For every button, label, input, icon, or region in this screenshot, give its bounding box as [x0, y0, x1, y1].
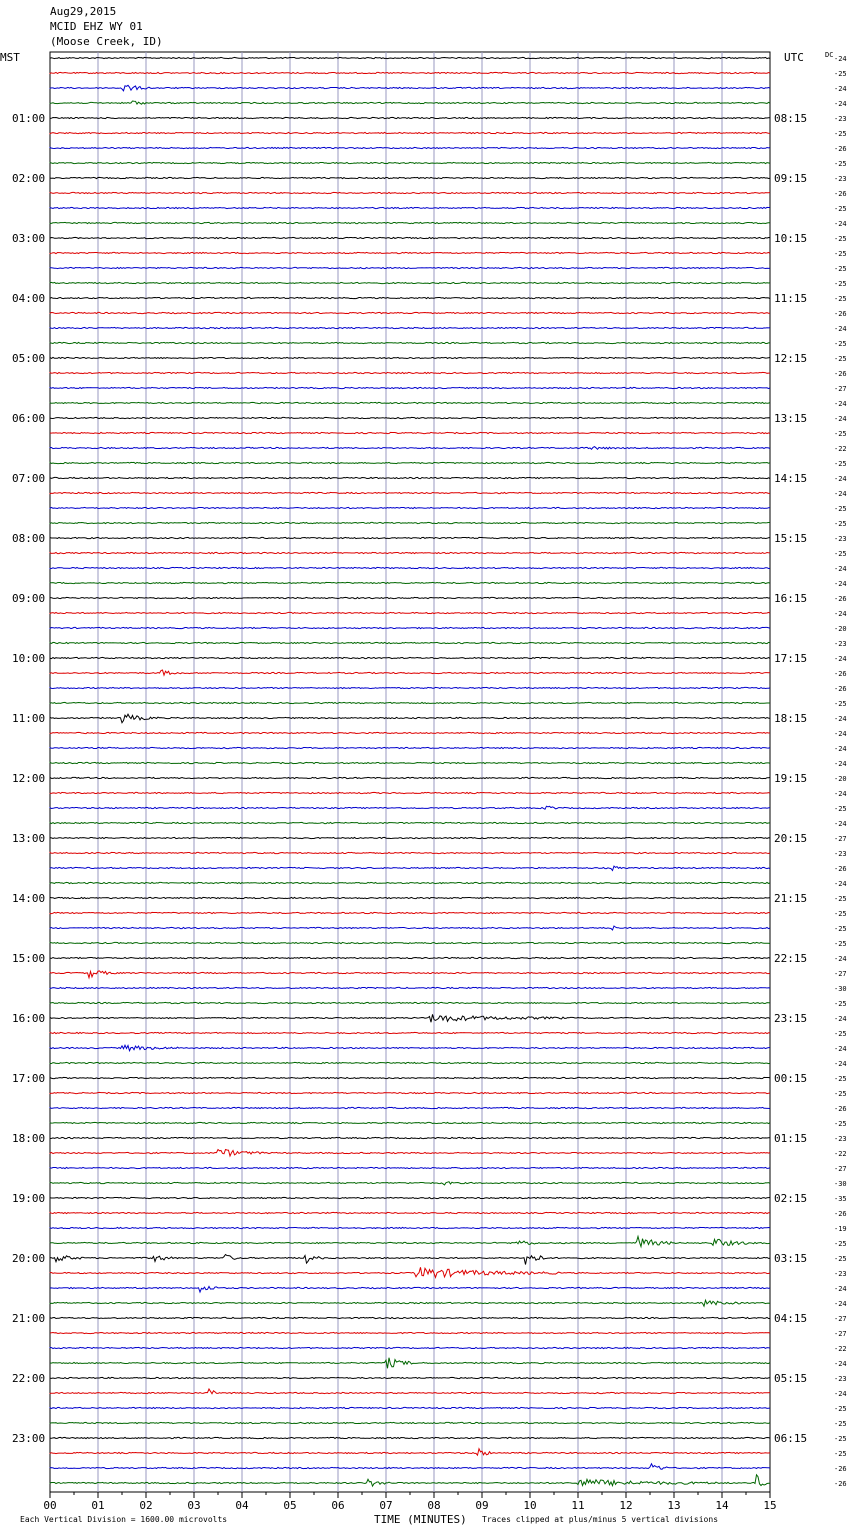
left-hour-label: 07:00	[12, 472, 46, 485]
left-hour-label: 11:00	[12, 712, 46, 725]
trace-line	[50, 1182, 770, 1185]
dc-offset-label: -24	[834, 475, 847, 483]
dc-offset-label: -27	[834, 1165, 847, 1173]
trace-line	[50, 522, 770, 523]
trace-line	[50, 552, 770, 553]
dc-offset-label: -24	[834, 580, 847, 588]
dc-offset-label: -24	[834, 820, 847, 828]
dc-offset-label: -35	[834, 1195, 847, 1203]
dc-offset-label: -25	[834, 430, 847, 438]
clip-note: Traces clipped at plus/minus 5 vertical divisions	[482, 1515, 719, 1524]
left-hour-label: 01:00	[12, 112, 46, 125]
scale-note: Each Vertical Division = 1600.00 microvolts	[20, 1515, 228, 1524]
trace-line	[50, 72, 770, 73]
dc-offset-label: -24	[834, 220, 847, 228]
dc-offset-label: -25	[834, 520, 847, 528]
dc-offset-label: -23	[834, 115, 847, 123]
dc-offset-label: -22	[834, 445, 847, 453]
trace-line	[50, 192, 770, 193]
dc-offset-label: -25	[834, 295, 847, 303]
trace-line	[50, 1286, 770, 1292]
trace-line	[50, 777, 770, 778]
trace-line	[50, 1002, 770, 1003]
left-hour-label: 18:00	[12, 1132, 46, 1145]
dc-offset-label: -27	[834, 385, 847, 393]
dc-offset-label: -24	[834, 745, 847, 753]
trace-line	[50, 1377, 770, 1378]
trace-line	[50, 492, 770, 493]
dc-offset-label: -25	[834, 340, 847, 348]
dc-offset-label: -25	[834, 1240, 847, 1248]
trace-line	[50, 282, 770, 283]
trace-line	[50, 714, 770, 723]
dc-offset-label: -25	[834, 910, 847, 918]
dc-offset-label: -25	[834, 1420, 847, 1428]
trace-line	[50, 582, 770, 583]
right-hour-label: 00:15	[774, 1072, 808, 1085]
x-tick-label: 09	[475, 1499, 489, 1512]
trace-line	[50, 1032, 770, 1033]
dc-offset-label: -24	[834, 1060, 847, 1068]
trace-line	[50, 852, 770, 853]
trace-line	[50, 1407, 770, 1408]
right-hour-label: 12:15	[774, 352, 808, 365]
right-hour-label: 23:15	[774, 1012, 808, 1025]
x-tick-label: 07	[379, 1499, 393, 1512]
trace-line	[50, 1092, 770, 1093]
right-hour-label: 17:15	[774, 652, 808, 665]
trace-line	[50, 1122, 770, 1123]
dc-offset-label: -25	[834, 505, 847, 513]
left-hour-label: 17:00	[12, 1072, 46, 1085]
dc-offset-label: -25	[834, 205, 847, 213]
dc-offset-label: -25	[834, 940, 847, 948]
dc-offset-label: -25	[834, 235, 847, 243]
dc-offset-label: -23	[834, 640, 847, 648]
dc-offset-label: -24	[834, 400, 847, 408]
x-tick-label: 13	[667, 1499, 681, 1512]
trace-line	[50, 1197, 770, 1198]
dc-offset-label: -24	[834, 955, 847, 963]
header-date: Aug29,2015	[50, 5, 117, 18]
trace-line	[50, 252, 770, 253]
x-tick-label: 14	[715, 1499, 729, 1512]
dc-offset-label: -26	[834, 370, 847, 378]
right-hour-label: 21:15	[774, 892, 808, 905]
dc-offset-label: -27	[834, 835, 847, 843]
trace-line	[50, 1045, 770, 1051]
x-tick-label: 05	[283, 1499, 297, 1512]
trace-line	[50, 670, 770, 675]
right-hour-label: 05:15	[774, 1372, 808, 1385]
trace-line	[50, 687, 770, 688]
trace-line	[50, 327, 770, 328]
trace-line	[50, 237, 770, 238]
dc-offset-label: -24	[834, 760, 847, 768]
dc-offset-label: -24	[834, 1015, 847, 1023]
left-hour-label: 04:00	[12, 292, 46, 305]
trace-line	[50, 357, 770, 358]
dc-offset-label: -20	[834, 775, 847, 783]
dc-offset-label: -27	[834, 970, 847, 978]
trace-line	[50, 702, 770, 703]
trace-line	[50, 987, 770, 988]
dc-offset-label: -26	[834, 670, 847, 678]
trace-line	[50, 957, 770, 958]
x-tick-label: 02	[139, 1499, 153, 1512]
dc-offset-label: -25	[834, 1030, 847, 1038]
x-tick-label: 01	[91, 1499, 105, 1512]
x-tick-label: 06	[331, 1499, 345, 1512]
dc-offset-label: -25	[834, 1090, 847, 1098]
trace-line	[50, 1358, 770, 1369]
left-hour-label: 02:00	[12, 172, 46, 185]
left-hour-label: 08:00	[12, 532, 46, 545]
right-hour-label: 08:15	[774, 112, 808, 125]
dc-offset-label: -30	[834, 985, 847, 993]
dc-offset-label: -26	[834, 1480, 847, 1488]
left-hour-label: 14:00	[12, 892, 46, 905]
dc-offset-label: -26	[834, 865, 847, 873]
trace-line	[50, 267, 770, 268]
trace-line	[50, 477, 770, 478]
x-tick-label: 04	[235, 1499, 249, 1512]
trace-line	[50, 447, 770, 450]
dc-offset-label: -25	[834, 1405, 847, 1413]
dc-offset-label: -25	[834, 280, 847, 288]
dc-label: DC	[825, 51, 834, 59]
trace-line	[50, 297, 770, 298]
dc-offset-label: -20	[834, 625, 847, 633]
x-tick-label: 00	[43, 1499, 57, 1512]
dc-offset-label: -24	[834, 880, 847, 888]
dc-offset-label: -26	[834, 595, 847, 603]
trace-line	[50, 507, 770, 508]
trace-line	[50, 882, 770, 883]
dc-offset-label: -24	[834, 100, 847, 108]
left-hour-label: 23:00	[12, 1432, 46, 1445]
dc-offset-label: -25	[834, 355, 847, 363]
left-hour-label: 12:00	[12, 772, 46, 785]
trace-line	[50, 822, 770, 823]
right-hour-label: 18:15	[774, 712, 808, 725]
trace-line	[50, 1236, 770, 1246]
trace-line	[50, 971, 770, 978]
dc-offset-label: -26	[834, 190, 847, 198]
trace-line	[50, 806, 770, 809]
trace-line	[50, 57, 770, 58]
trace-line	[50, 597, 770, 598]
dc-offset-label: -24	[834, 790, 847, 798]
right-hour-label: 03:15	[774, 1252, 808, 1265]
left-hour-label: 22:00	[12, 1372, 46, 1385]
dc-offset-label: -27	[834, 1330, 847, 1338]
dc-offset-label: -24	[834, 655, 847, 663]
right-hour-label: 19:15	[774, 772, 808, 785]
dc-offset-label: -24	[834, 325, 847, 333]
trace-line	[50, 627, 770, 628]
trace-line	[50, 207, 770, 208]
dc-offset-label: -24	[834, 1045, 847, 1053]
dc-offset-label: -25	[834, 925, 847, 933]
dc-offset-label: -25	[834, 250, 847, 258]
dc-offset-label: -24	[834, 730, 847, 738]
dc-offset-label: -26	[834, 145, 847, 153]
right-hour-label: 09:15	[774, 172, 808, 185]
dc-offset-label: -25	[834, 265, 847, 273]
dc-offset-label: -25	[834, 1120, 847, 1128]
trace-line	[50, 372, 770, 373]
dc-offset-label: -24	[834, 415, 847, 423]
trace-line	[50, 1347, 770, 1348]
x-tick-label: 03	[187, 1499, 201, 1512]
right-hour-label: 06:15	[774, 1432, 808, 1445]
trace-line	[50, 1107, 770, 1108]
trace-line	[50, 1167, 770, 1168]
dc-offset-label: -25	[834, 805, 847, 813]
left-hour-label: 05:00	[12, 352, 46, 365]
dc-offset-label: -30	[834, 1180, 847, 1188]
dc-offset-label: -25	[834, 1450, 847, 1458]
x-tick-label: 12	[619, 1499, 633, 1512]
trace-line	[50, 792, 770, 793]
dc-offset-label: -24	[834, 1300, 847, 1308]
trace-line	[50, 1317, 770, 1318]
trace-line	[50, 762, 770, 763]
trace-line	[50, 642, 770, 643]
trace-line	[50, 432, 770, 433]
trace-line	[50, 1449, 770, 1455]
left-hour-label: 21:00	[12, 1312, 46, 1325]
trace-line	[50, 612, 770, 613]
trace-line	[50, 537, 770, 538]
x-axis-label: TIME (MINUTES)	[374, 1513, 467, 1526]
dc-offset-label: -24	[834, 1285, 847, 1293]
trace-line	[50, 1332, 770, 1333]
dc-offset-label: -22	[834, 1150, 847, 1158]
dc-offset-label: -25	[834, 70, 847, 78]
right-hour-label: 15:15	[774, 532, 808, 545]
dc-offset-label: -24	[834, 565, 847, 573]
dc-offset-label: -25	[834, 460, 847, 468]
x-tick-label: 15	[763, 1499, 777, 1512]
trace-line	[50, 1014, 770, 1022]
dc-offset-label: -26	[834, 1465, 847, 1473]
trace-line	[50, 912, 770, 913]
right-hour-label: 14:15	[774, 472, 808, 485]
trace-line	[50, 85, 770, 91]
dc-offset-label: -24	[834, 85, 847, 93]
right-hour-label: 22:15	[774, 952, 808, 965]
right-hour-label: 01:15	[774, 1132, 808, 1145]
trace-line	[50, 312, 770, 313]
trace-line	[50, 1255, 770, 1265]
left-hour-label: 10:00	[12, 652, 46, 665]
dc-offset-label: -23	[834, 1375, 847, 1383]
left-hour-label: 16:00	[12, 1012, 46, 1025]
dc-offset-label: -26	[834, 310, 847, 318]
right-hour-label: 10:15	[774, 232, 808, 245]
header-location: (Moose Creek, ID)	[50, 35, 163, 48]
dc-offset-label: -24	[834, 610, 847, 618]
left-hour-label: 03:00	[12, 232, 46, 245]
dc-offset-label: -23	[834, 1270, 847, 1278]
dc-offset-label: -26	[834, 1105, 847, 1113]
trace-line	[50, 942, 770, 943]
dc-offset-label: -19	[834, 1225, 847, 1233]
dc-offset-label: -25	[834, 1255, 847, 1263]
dc-offset-label: -24	[834, 490, 847, 498]
dc-offset-label: -25	[834, 1075, 847, 1083]
trace-line	[50, 462, 770, 463]
trace-line	[50, 567, 770, 568]
trace-line	[50, 1077, 770, 1078]
dc-offset-label: -24	[834, 55, 847, 63]
dc-offset-label: -23	[834, 175, 847, 183]
header-station: MCID EHZ WY 01	[50, 20, 143, 33]
dc-offset-label: -22	[834, 1345, 847, 1353]
trace-line	[50, 101, 770, 104]
left-hour-label: 06:00	[12, 412, 46, 425]
trace-line	[50, 1475, 770, 1486]
dc-offset-label: -23	[834, 535, 847, 543]
trace-line	[50, 222, 770, 223]
trace-line	[50, 402, 770, 403]
trace-line	[50, 866, 770, 870]
trace-line	[50, 387, 770, 388]
left-timezone-label: MST	[0, 51, 20, 64]
trace-line	[50, 1227, 770, 1228]
left-hour-label: 19:00	[12, 1192, 46, 1205]
trace-line	[50, 147, 770, 148]
dc-offset-label: -25	[834, 130, 847, 138]
left-hour-label: 15:00	[12, 952, 46, 965]
trace-line	[50, 1137, 770, 1138]
trace-line	[50, 1062, 770, 1063]
trace-line	[50, 417, 770, 418]
dc-offset-label: -24	[834, 1360, 847, 1368]
trace-line	[50, 132, 770, 133]
right-hour-label: 13:15	[774, 412, 808, 425]
dc-offset-label: -24	[834, 715, 847, 723]
right-hour-label: 11:15	[774, 292, 808, 305]
right-hour-label: 02:15	[774, 1192, 808, 1205]
dc-offset-label: -23	[834, 1135, 847, 1143]
trace-line	[50, 1212, 770, 1213]
trace-line	[50, 657, 770, 658]
dc-offset-label: -27	[834, 1315, 847, 1323]
trace-line	[50, 177, 770, 178]
dc-offset-label: -24	[834, 1390, 847, 1398]
trace-line	[50, 837, 770, 838]
trace-line	[50, 1437, 770, 1438]
trace-line	[50, 1267, 770, 1277]
trace-line	[50, 1389, 770, 1394]
left-hour-label: 09:00	[12, 592, 46, 605]
dc-offset-label: -25	[834, 895, 847, 903]
trace-line	[50, 1300, 770, 1306]
dc-offset-label: -26	[834, 1210, 847, 1218]
left-hour-label: 13:00	[12, 832, 46, 845]
dc-offset-label: -25	[834, 700, 847, 708]
trace-line	[50, 1150, 770, 1157]
trace-line	[50, 342, 770, 343]
dc-offset-label: -25	[834, 1000, 847, 1008]
trace-line	[50, 926, 770, 930]
right-hour-label: 16:15	[774, 592, 808, 605]
x-tick-label: 11	[571, 1499, 585, 1512]
trace-line	[50, 1422, 770, 1423]
dc-offset-label: -23	[834, 850, 847, 858]
trace-line	[50, 162, 770, 163]
trace-line	[50, 897, 770, 898]
dc-offset-label: -25	[834, 160, 847, 168]
dc-offset-label: -26	[834, 685, 847, 693]
trace-line	[50, 747, 770, 748]
dc-offset-label: -25	[834, 550, 847, 558]
trace-line	[50, 732, 770, 733]
right-hour-label: 20:15	[774, 832, 808, 845]
trace-line	[50, 1464, 770, 1470]
right-hour-label: 04:15	[774, 1312, 808, 1325]
x-tick-label: 08	[427, 1499, 441, 1512]
left-hour-label: 20:00	[12, 1252, 46, 1265]
x-tick-label: 10	[523, 1499, 537, 1512]
trace-line	[50, 117, 770, 118]
right-timezone-label: UTC	[784, 51, 804, 64]
dc-offset-label: -25	[834, 1435, 847, 1443]
